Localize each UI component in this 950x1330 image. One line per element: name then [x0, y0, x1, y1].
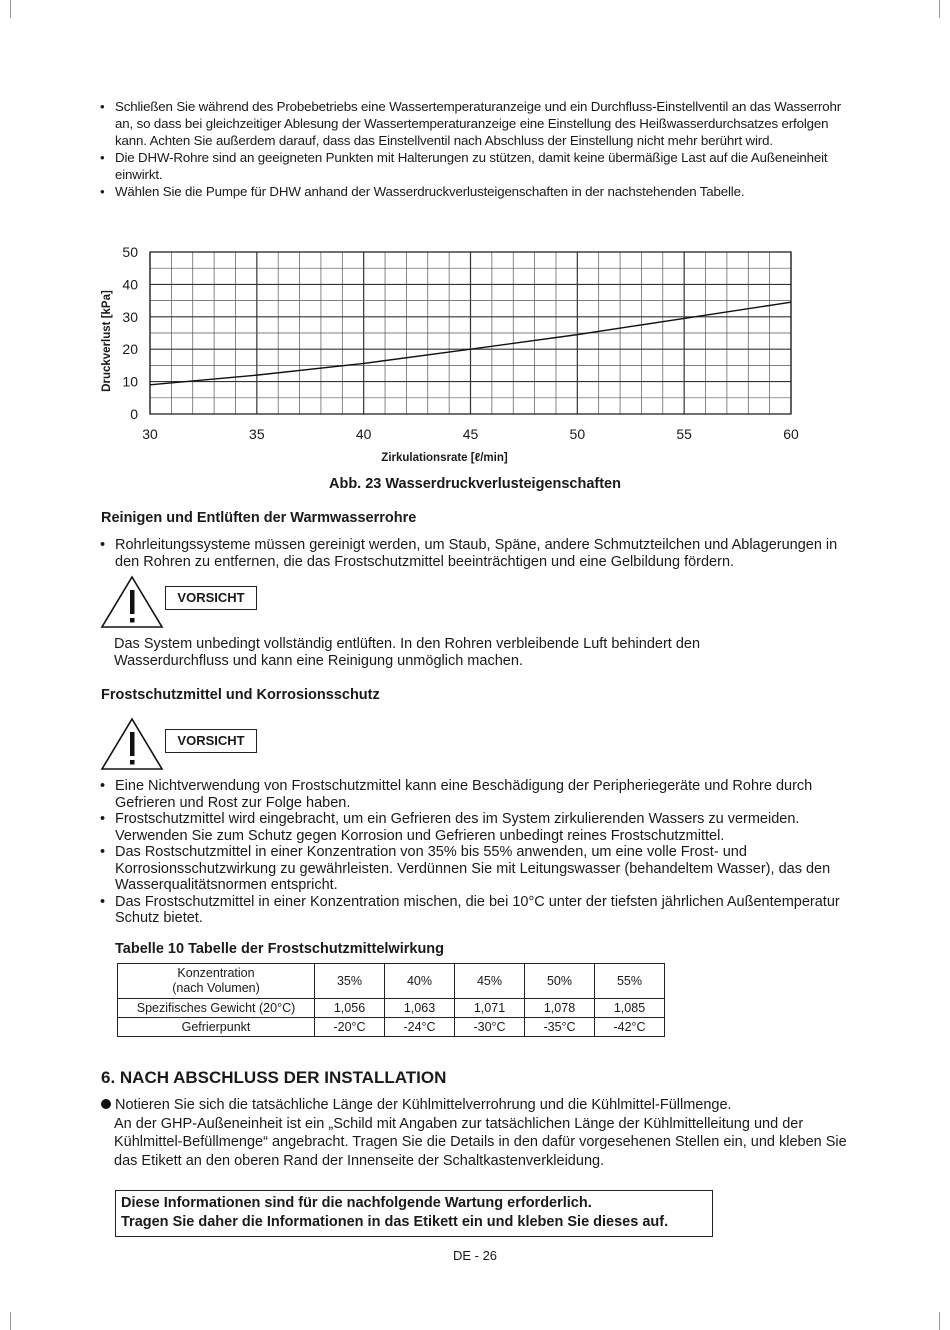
frost-bullet: • Eine Nichtverwendung von Frostschutzmittel kann eine Beschädigung der Peripheriegeräte und Rohre durch Gefrieren und Rost zur Folge haben. — [100, 778, 860, 811]
table-header-cell: 50% — [525, 964, 595, 999]
table-header-cell: 40% — [385, 964, 455, 999]
header-line: (nach Volumen) — [172, 981, 260, 995]
table-cell: -24°C — [385, 1018, 455, 1037]
header-line: Konzentration — [177, 966, 255, 980]
frost-bullet-list — [100, 778, 860, 927]
clean-bullet: • Rohrleitungssysteme müssen gereinigt werden, um Staub, Späne, andere Schmutzteilchen und Ablagerungen in den Rohren zu entfernen, die das Frostschutzmittel beeinträchtigen und eine Gelbildung fördern. — [100, 537, 860, 570]
intro-bullet-list — [100, 98, 860, 200]
heading-clean-pipes: Reinigen und Entlüften der Warmwasserrohre — [101, 510, 417, 526]
crop-mark-top-left — [0, 0, 11, 18]
table-cell: -20°C — [315, 1018, 385, 1037]
y-tick-label: 30 — [122, 308, 138, 325]
warning-triangle-icon — [100, 574, 164, 630]
y-tick-label: 10 — [122, 373, 138, 390]
maintenance-info-box — [115, 1190, 713, 1237]
table-cell: 1,063 — [385, 999, 455, 1018]
crop-mark-bottom-right — [939, 1312, 950, 1330]
page-number: DE - 26 — [452, 1248, 498, 1263]
table-row-label: Gefrierpunkt — [118, 1018, 315, 1037]
table-title: Tabelle 10 Tabelle der Frostschutzmittelwirkung — [115, 941, 445, 957]
intro-bullet: • Wählen Sie die Pumpe für DHW anhand der Wasserdruckverlusteigenschaften in der nachstehenden Tabelle. — [100, 183, 860, 200]
info-box-line: Tragen Sie daher die Informationen in das Etikett ein und kleben Sie dieses auf. — [121, 1214, 669, 1230]
table-row — [118, 1018, 665, 1037]
x-tick-label: 55 — [676, 426, 692, 442]
y-axis-label: Druckverlust [kPa] — [101, 290, 113, 392]
x-tick-label: 40 — [355, 426, 372, 442]
crop-mark-bottom-left — [0, 1312, 11, 1330]
table-cell: 1,078 — [525, 999, 595, 1018]
pressure-loss-chart — [95, 240, 825, 468]
clean-bullet-list — [100, 537, 860, 570]
table-header-cell: 55% — [595, 964, 665, 999]
table-cell: 1,056 — [315, 999, 385, 1018]
table-header-cell: 45% — [455, 964, 525, 999]
bullet-dot-icon — [101, 1099, 111, 1109]
section-6-first-line: Notieren Sie sich die tatsächliche Länge der Kühlmittelverrohrung und die Kühlmittel-Füllmenge. — [115, 1097, 732, 1113]
y-tick-label: 40 — [122, 276, 138, 293]
x-tick-label: 45 — [462, 426, 479, 442]
frost-bullet: • Das Frostschutzmittel in einer Konzentration mischen, die bei 10°C unter der tiefsten jährlichen Außentemperatur Schutz bietet. — [100, 894, 860, 927]
caution-text: Das System unbedingt vollständig entlüften. In den Rohren verbleibende Luft behindert den Wasserdurchfluss und kann eine Reinigung unmöglich machen. — [114, 636, 701, 669]
frost-bullet: • Das Rostschutzmittel in einer Konzentration von 35% bis 55% anwenden, um eine volle Frost- und Korrosionsschutzwirkung zu gewährleisten. Verdünnen Sie mit Leitungswasser (behandeltem Wasser), das den Wasserqualitätsnormen entspricht. — [100, 844, 860, 894]
warning-triangle-icon — [100, 716, 164, 772]
section-6-heading: 6. NACH ABSCHLUSS DER INSTALLATION — [101, 1068, 447, 1087]
section-6-paragraph — [101, 1096, 861, 1170]
table-cell: 1,071 — [455, 999, 525, 1018]
table-header-cell — [118, 964, 315, 999]
intro-bullet: • Die DHW-Rohre sind an geeigneten Punkten mit Halterungen zu stützen, damit keine übermäßige Last auf die Außeneinheit einwirkt. — [100, 149, 860, 183]
frost-bullet: • Frostschutzmittel wird eingebracht, um ein Gefrieren des im System zirkulierenden Wassers zu vermeiden. Verwenden Sie zum Schutz gegen Korrosion und Gefrieren unbedingt reines Frostschutzmittel. — [100, 811, 860, 844]
x-tick-label: 60 — [783, 426, 799, 442]
table-cell: 1,085 — [595, 999, 665, 1018]
table-cell: -30°C — [455, 1018, 525, 1037]
info-box-line: Diese Informationen sind für die nachfolgende Wartung erforderlich. — [121, 1195, 592, 1211]
y-tick-label: 50 — [122, 244, 138, 260]
y-tick-label: 20 — [122, 341, 138, 358]
crop-mark-top-right — [939, 0, 950, 18]
table-row — [118, 999, 665, 1018]
antifreeze-table — [117, 963, 665, 1037]
table-header-cell: 35% — [315, 964, 385, 999]
table-row-label: Spezifisches Gewicht (20°C) — [118, 999, 315, 1018]
section-6-continuation: An der GHP-Außeneinheit ist ein „Schild mit Angaben zur tatsächlichen Länge der Kühlmittelleitung und der Kühlmittel-Befüllmenge“ angebracht. Tragen Sie die Details in den dafür vorgesehenen Stellen ein, und kleben Sie das Etikett an den oberen Rand der Innenseite der Schaltkastenverkleidung. — [114, 1115, 847, 1169]
x-axis-label: Zirkulationsrate [ℓ/min] — [381, 452, 508, 464]
x-tick-label: 35 — [249, 426, 265, 442]
x-tick-label: 50 — [569, 426, 586, 442]
table-cell: -35°C — [525, 1018, 595, 1037]
caution-label: VORSICHT — [165, 586, 257, 610]
intro-bullet: • Schließen Sie während des Probebetriebs eine Wassertemperaturanzeige und ein Durchfluss-Einstellventil an das Wasserrohr an, so dass bei gleichzeitiger Ablesung der Wassertemperaturanzeige eine Einstellung des Heißwasserdurchsatzes erfolgen kann. Achten Sie außerdem darauf, dass das Einstellventil nach Abschluss der Einstellung nicht mehr berührt wird. — [100, 98, 860, 149]
y-tick-label: 0 — [130, 406, 138, 422]
caution-label: VORSICHT — [165, 729, 257, 753]
table-header-row — [118, 964, 665, 999]
x-tick-label: 30 — [142, 426, 158, 442]
figure-caption: Abb. 23 Wasserdruckverlusteigenschaften — [329, 476, 621, 492]
table-cell: -42°C — [595, 1018, 665, 1037]
heading-frost-protection: Frostschutzmittel und Korrosionsschutz — [101, 687, 380, 703]
